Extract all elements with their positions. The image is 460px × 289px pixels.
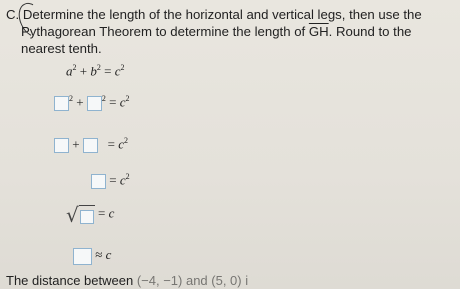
answer-input[interactable] — [73, 248, 92, 265]
formula-c-exp: 2 — [120, 63, 125, 72]
formula-plus: + — [79, 63, 88, 79]
step1-c: c — [119, 94, 126, 110]
leg-b-input[interactable] — [87, 96, 102, 111]
leg-a-squared-input[interactable] — [54, 138, 69, 153]
square-root-symbol: √ — [66, 205, 95, 224]
formula-a-exp: 2 — [72, 63, 77, 72]
leg-b-squared-input[interactable] — [83, 138, 98, 153]
next-question-visible: The distance between — [6, 273, 134, 288]
step2-plus: + — [72, 136, 80, 152]
next-question-text — [6, 273, 248, 288]
step-squares — [54, 94, 129, 111]
step-total — [91, 172, 130, 189]
formula-a: a — [66, 63, 73, 79]
step1-equals: = — [109, 94, 117, 110]
question-line-3 — [21, 40, 102, 57]
leg-a-input[interactable] — [54, 96, 69, 111]
segment-gh-label: $\overline{GH}$ — [308, 24, 329, 39]
question-line-2 — [21, 23, 412, 40]
step2-c: c — [118, 136, 124, 152]
step-sqrt — [66, 203, 115, 228]
sum-input[interactable] — [91, 174, 106, 189]
step3-equals: = — [109, 172, 117, 188]
formula-b-exp: 2 — [96, 63, 101, 72]
pythagorean-formula — [66, 63, 124, 79]
step4-equals: = — [98, 205, 106, 221]
formula-b: b — [90, 63, 97, 79]
question-line-3-text: nearest tenth. — [21, 41, 102, 56]
step1-exp-b: 2 — [101, 94, 106, 103]
step2-c-exp: 2 — [123, 136, 128, 145]
step4-c: c — [108, 205, 115, 221]
formula-equals: = — [104, 63, 112, 79]
step3-c-exp: 2 — [125, 172, 130, 181]
step5-approx: ≈ — [95, 247, 103, 262]
step1-c-exp: 2 — [125, 94, 130, 103]
step-sum — [54, 136, 128, 153]
question-line-2-suffix: . Round to the — [328, 24, 412, 39]
step2-equals: = — [107, 136, 115, 152]
part-label: C. — [6, 7, 20, 22]
next-question-partial: (−4, −1) and (5, 0) i — [136, 273, 249, 288]
question-line-2-prefix: Pythagorean Theorem to determine the length of — [21, 24, 306, 39]
step3-c: c — [119, 172, 126, 188]
step1-plus: + — [76, 94, 84, 110]
step-approx — [73, 247, 111, 265]
question-line-1 — [6, 6, 422, 23]
question-line-1-text: Determine the length of the horizontal and vertical legs, then use the — [22, 7, 422, 22]
step1-exp-a: 2 — [69, 94, 73, 103]
step5-c: c — [105, 247, 112, 262]
formula-c: c — [114, 63, 121, 79]
sqrt-input[interactable] — [80, 210, 94, 224]
